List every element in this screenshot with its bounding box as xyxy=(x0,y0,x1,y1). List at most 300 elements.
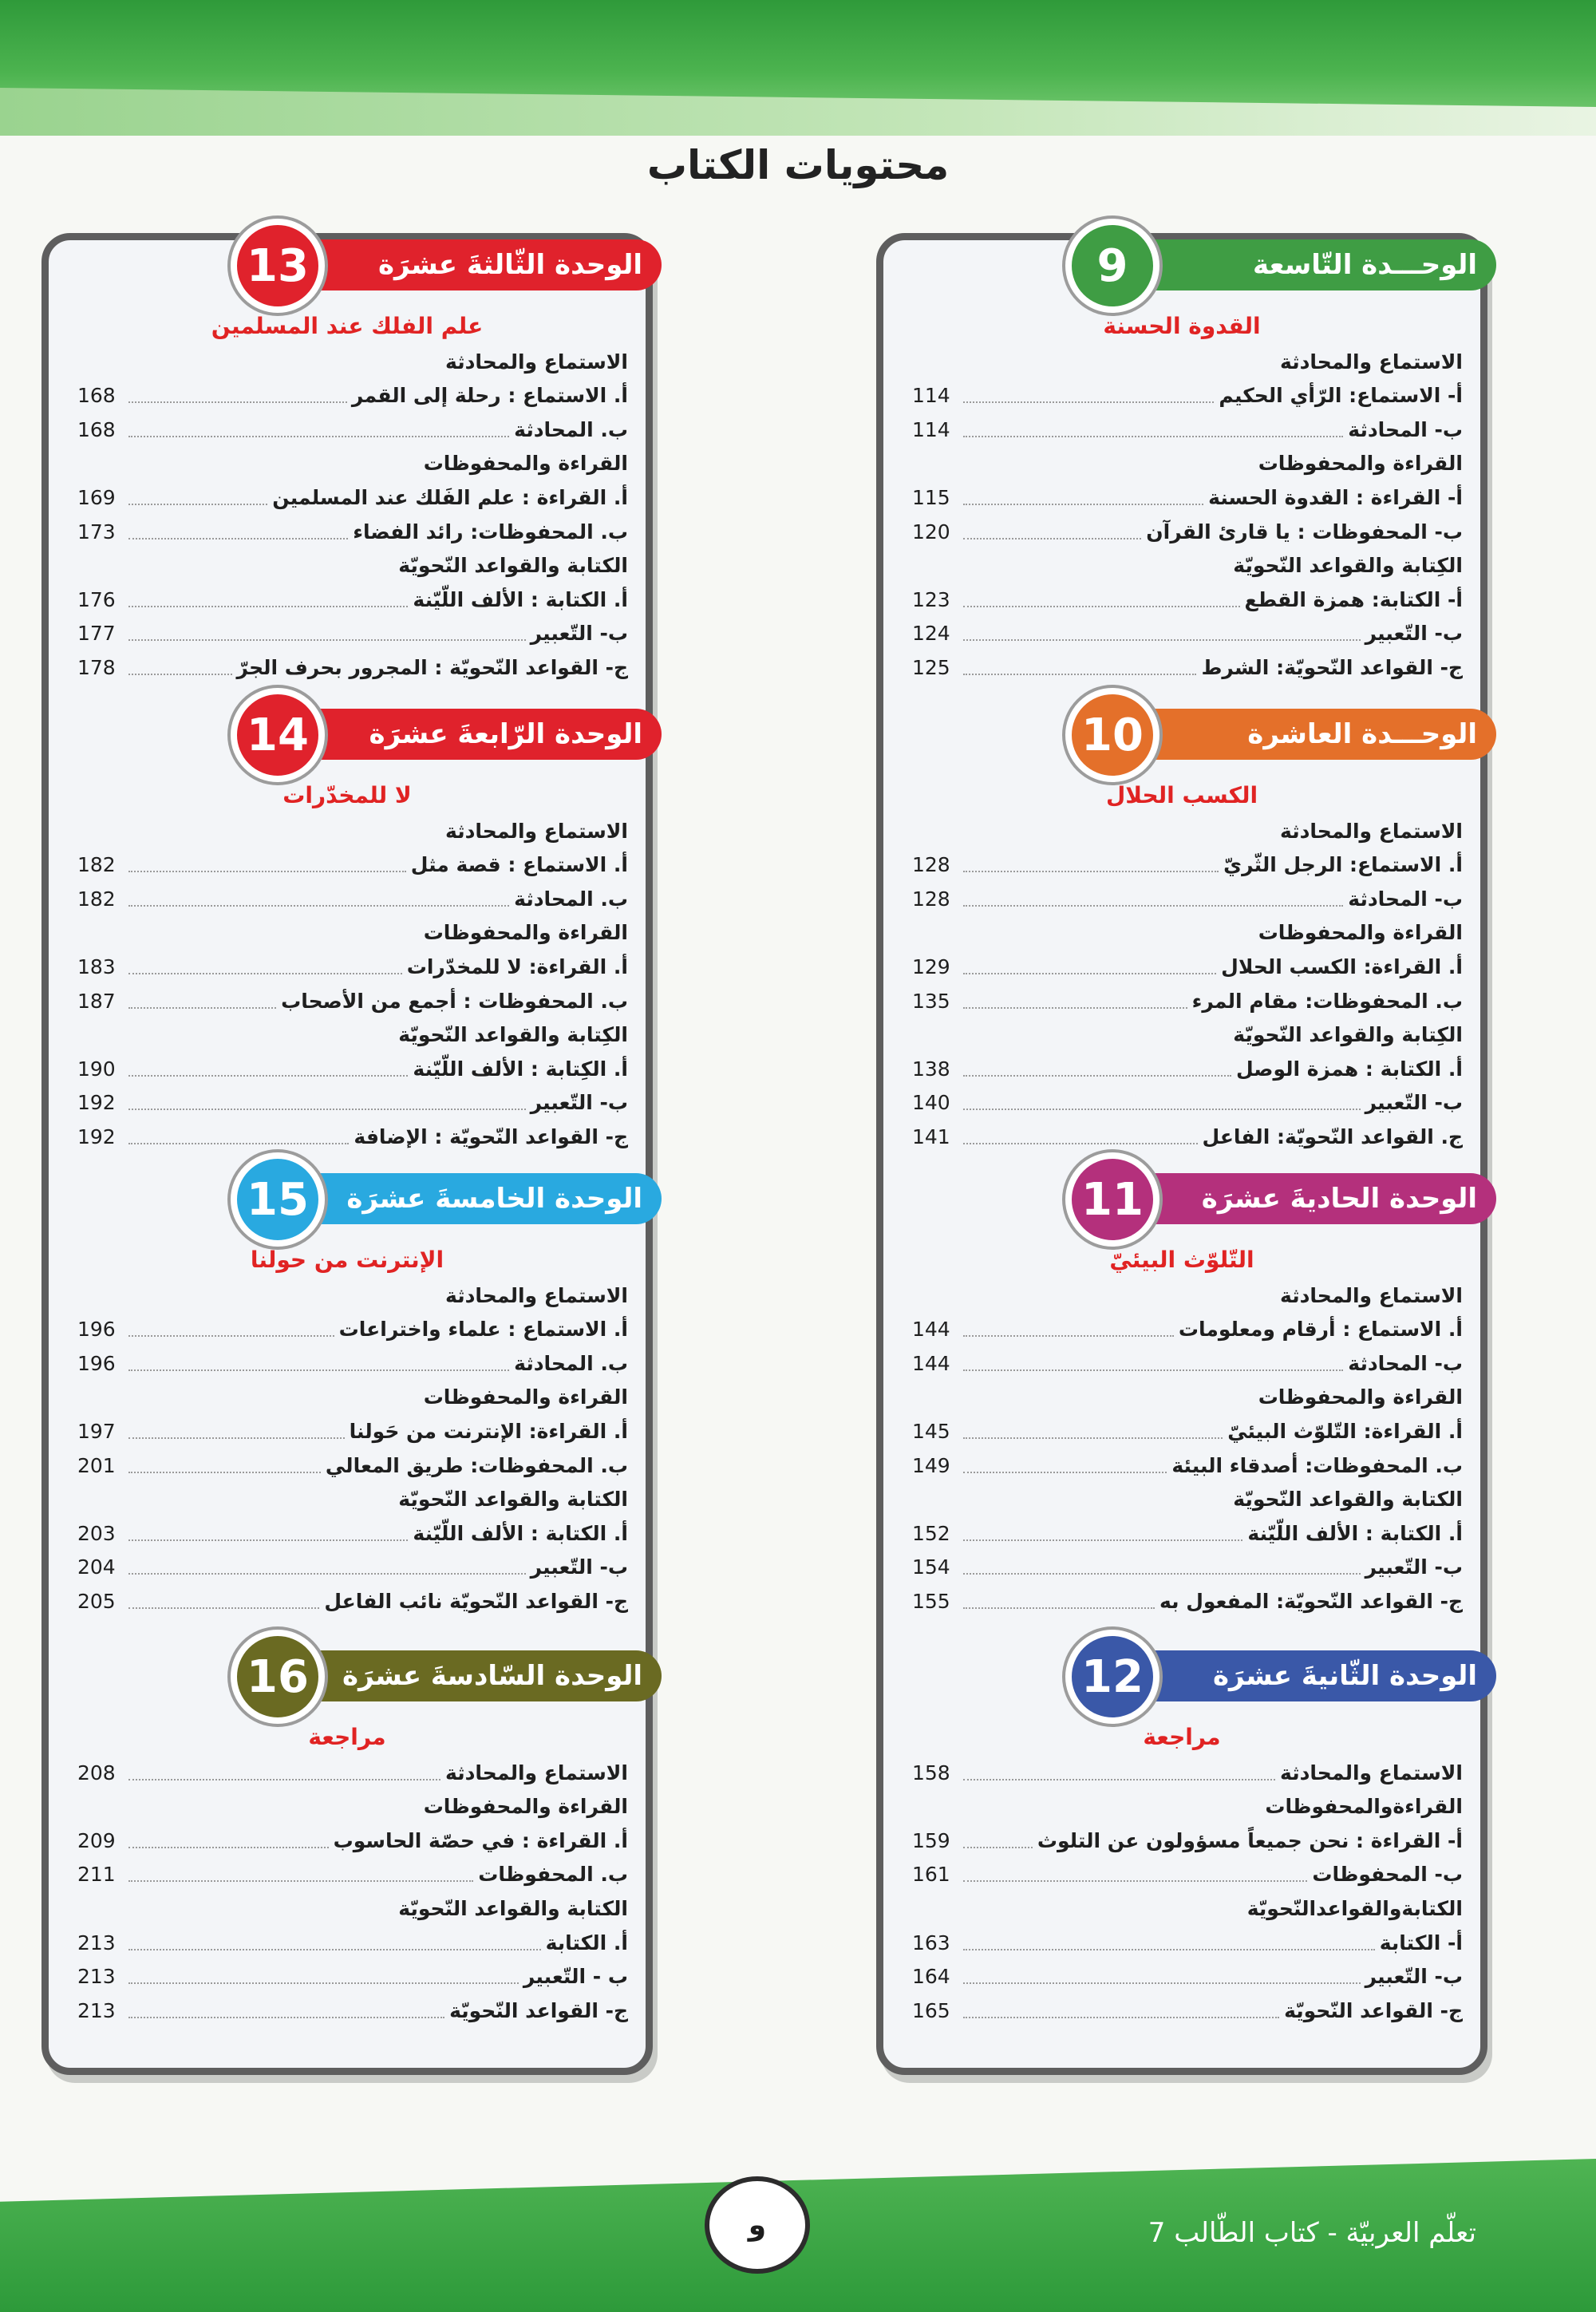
toc-section-heading xyxy=(912,1015,1463,1049)
toc-entry-label: أ- الاستماع: الرّأي الحكيم xyxy=(1219,384,1463,408)
toc-entry-label: أ. القراءة : علم الفَلك عند المسلمين xyxy=(272,485,628,509)
toc-section-heading xyxy=(77,1888,628,1923)
toc-page-number: 158 xyxy=(912,1761,950,1784)
unit-subtitle: القدوة الحسنة xyxy=(1103,313,1261,339)
dot-leader xyxy=(963,1074,1231,1077)
toc-page-number: 196 xyxy=(77,1351,116,1375)
dot-leader xyxy=(128,537,348,539)
toc-entry xyxy=(912,1820,1463,1855)
toc-entry-label: الكتابةوالقواعدالنّحويّة xyxy=(1246,1896,1463,1920)
toc-entry-label: أ. الكتابة : الألف اللّيّنة xyxy=(1247,1521,1463,1545)
toc-page-number: 128 xyxy=(912,853,950,877)
toc-section-heading xyxy=(77,1480,628,1514)
toc-entry xyxy=(912,1343,1463,1377)
toc-entry-label: ب. المحفوظات: طريق المعالي xyxy=(325,1453,628,1477)
toc-entry-label: الاستماع والمحادثة xyxy=(445,1761,628,1784)
toc-entry xyxy=(912,1116,1463,1151)
toc-entry-label: ج- القواعد النّحويّة xyxy=(449,1998,628,2022)
toc-section-heading xyxy=(912,546,1463,580)
unit-number-badge: 10 xyxy=(1065,688,1159,782)
toc-entry-label: ب- التّعبير xyxy=(530,1555,628,1579)
toc-entry xyxy=(77,1923,628,1957)
toc-entry-label: أ. القراءة : في حصّة الحاسوب xyxy=(333,1828,628,1852)
toc-page-number: 213 xyxy=(77,1931,116,1954)
toc-section-heading xyxy=(912,811,1463,845)
toc-page-number: 213 xyxy=(77,1965,116,1989)
toc-entry-label: أ. الاستماع : قصة مثل xyxy=(410,853,628,877)
toc-entry xyxy=(912,1411,1463,1445)
toc-entry-label: الاستماع والمحادثة xyxy=(1280,350,1463,373)
dot-leader xyxy=(963,1879,1307,1882)
toc-page-number: 192 xyxy=(77,1124,116,1148)
toc-entry xyxy=(77,1957,628,1991)
toc-entry-label: القراءة والمحفوظات xyxy=(1258,452,1463,476)
dot-leader xyxy=(128,673,232,675)
unit-number-badge: 14 xyxy=(231,688,325,782)
dot-leader xyxy=(963,537,1141,539)
toc-page-number: 115 xyxy=(912,485,950,509)
unit-number-badge: 13 xyxy=(231,219,325,313)
toc-page-number: 168 xyxy=(77,384,116,408)
toc-entry-label: الكتابة والقواعد النّحويّة xyxy=(398,1896,628,1920)
toc-page-number: 163 xyxy=(912,1931,950,1954)
toc-page-number: 120 xyxy=(912,520,950,543)
toc-page-number: 176 xyxy=(77,587,116,611)
toc-entry xyxy=(77,1411,628,1445)
dot-leader xyxy=(963,1948,1375,1950)
unit-number-badge: 15 xyxy=(231,1152,325,1247)
toc-entry-label: ب. المحفوظات: مقام المرء xyxy=(1191,989,1463,1013)
toc-entry xyxy=(912,1310,1463,1344)
toc-entry xyxy=(77,845,628,879)
unit-rows xyxy=(912,811,1463,1151)
toc-entry-label: ب- المحفوظات : يا قارئ القرآن xyxy=(1146,520,1463,543)
unit-title: الوحـــدة التّاسعة xyxy=(1253,249,1477,281)
toc-page-number: 168 xyxy=(77,417,116,441)
toc-entry-label: ج. القواعد النّحويّة: الفاعل xyxy=(1202,1124,1463,1148)
toc-entry-label: ب. المحادثة xyxy=(514,887,628,911)
toc-entry-label: الاستماع والمحادثة xyxy=(445,350,628,373)
unit-header xyxy=(1113,709,1496,760)
toc-section-heading xyxy=(77,811,628,845)
toc-entry xyxy=(912,1923,1463,1957)
dot-leader xyxy=(128,401,347,403)
toc-entry-label: أ- القراءة : نحن جميعاً مسؤولون عن التلوث xyxy=(1037,1828,1463,1852)
toc-section-heading xyxy=(912,342,1463,376)
unit-9 xyxy=(883,239,1480,686)
unit-title: الوحدة الرّابعةَ عشرَة xyxy=(369,718,642,750)
toc-entry xyxy=(77,1855,628,1889)
toc-entry xyxy=(77,1049,628,1083)
dot-leader xyxy=(128,1142,349,1144)
unit-13 xyxy=(49,239,646,686)
toc-entry xyxy=(77,1990,628,2025)
toc-entry-label: أ. القراءة: الكسب الحلال xyxy=(1221,954,1463,978)
toc-entry-label: ب. المحفوظات xyxy=(478,1863,628,1887)
unit-number-badge: 16 xyxy=(231,1630,325,1724)
dot-leader xyxy=(963,1369,1343,1371)
unit-header xyxy=(279,709,662,760)
toc-entry xyxy=(912,579,1463,614)
unit-number-badge: 11 xyxy=(1065,1152,1159,1247)
dot-leader xyxy=(963,2016,1279,2018)
toc-entry-label: أ. الكتابة : الألف اللّيّنة xyxy=(413,1521,628,1545)
unit-subtitle: التّلوّث البيئيّ xyxy=(1109,1247,1254,1273)
dot-leader xyxy=(128,1334,334,1337)
dot-leader xyxy=(128,1108,526,1110)
toc-entry xyxy=(77,477,628,512)
toc-page-number: 165 xyxy=(912,1998,950,2022)
toc-section-heading xyxy=(77,444,628,478)
footer-book-title: تعلّم العربيّة - كتاب الطّالب 7 xyxy=(1148,2217,1476,2249)
toc-entry xyxy=(77,579,628,614)
dot-leader xyxy=(963,1471,1167,1473)
toc-entry xyxy=(77,647,628,682)
toc-page-number: 211 xyxy=(77,1863,116,1887)
toc-section-heading xyxy=(912,913,1463,947)
page-number: و xyxy=(705,2176,810,2274)
toc-page-number: 187 xyxy=(77,989,116,1013)
toc-page-number: 141 xyxy=(912,1124,950,1148)
toc-page-number: 149 xyxy=(912,1453,950,1477)
toc-entry-label: القراءة والمحفوظات xyxy=(423,921,628,945)
unit-subtitle: علم الفلك عند المسلمين xyxy=(211,313,484,339)
unit-title: الوحدة السّادسةَ عشرَة xyxy=(342,1660,642,1692)
unit-rows xyxy=(912,342,1463,682)
unit-rows xyxy=(77,1753,628,2025)
toc-entry-label: القراءة والمحفوظات xyxy=(423,452,628,476)
toc-entry xyxy=(912,1547,1463,1582)
toc-section-heading xyxy=(77,546,628,580)
toc-entry xyxy=(912,1049,1463,1083)
dot-leader xyxy=(128,870,406,872)
toc-entry xyxy=(77,1753,628,1787)
toc-page-number: 140 xyxy=(912,1091,950,1115)
toc-entry xyxy=(912,477,1463,512)
toc-page-number: 192 xyxy=(77,1091,116,1115)
unit-15 xyxy=(49,1173,646,1620)
toc-entry-label: أ- القراءة : القدوة الحسنة xyxy=(1208,485,1463,509)
dot-leader xyxy=(963,1142,1198,1144)
dot-leader xyxy=(128,1879,473,1882)
unit-title: الوحدة الثّانيةَ عشرَة xyxy=(1212,1660,1477,1692)
unit-rows xyxy=(77,1275,628,1615)
toc-entry-label: أ. القراءة: التّلوّث البيئيّ xyxy=(1227,1419,1463,1443)
toc-page-number: 205 xyxy=(77,1589,116,1613)
dot-leader xyxy=(128,638,526,641)
toc-entry-label: ج- القواعد النّحويّة: المفعول به xyxy=(1159,1589,1463,1613)
unit-header xyxy=(279,239,662,290)
toc-entry-label: ج- القواعد النّحويّة : المجرور بحرف الجرّ xyxy=(236,655,628,679)
unit-header xyxy=(279,1173,662,1224)
dot-leader xyxy=(128,1006,276,1009)
toc-page-number: 145 xyxy=(912,1419,950,1443)
unit-subtitle: الكسب الحلال xyxy=(1105,782,1258,808)
toc-entry-label: أ- الكتابة xyxy=(1379,1931,1463,1954)
toc-entry xyxy=(77,981,628,1015)
toc-entry xyxy=(912,1855,1463,1889)
toc-entry xyxy=(77,1581,628,1615)
toc-entry-label: ب. المحادثة xyxy=(514,1351,628,1375)
toc-page-number: 169 xyxy=(77,485,116,509)
dot-leader xyxy=(963,401,1214,403)
toc-page-number: 182 xyxy=(77,887,116,911)
toc-page-number: 129 xyxy=(912,954,950,978)
toc-entry xyxy=(912,947,1463,981)
dot-leader xyxy=(128,1369,509,1371)
toc-entry-label: الكِتابة والقواعد النّحويّة xyxy=(398,1023,628,1047)
toc-section-heading xyxy=(912,1787,1463,1821)
dot-leader xyxy=(963,904,1343,907)
toc-page-number: 197 xyxy=(77,1419,116,1443)
dot-leader xyxy=(963,1006,1187,1009)
unit-number-badge: 9 xyxy=(1065,219,1159,313)
dot-leader xyxy=(963,972,1216,974)
dot-leader xyxy=(963,503,1203,505)
dot-leader xyxy=(963,435,1343,437)
toc-entry-label: ج- القواعد النّحويّة نائب الفاعل xyxy=(324,1589,628,1613)
dot-leader xyxy=(128,1437,345,1439)
toc-page-number: 177 xyxy=(77,622,116,646)
toc-entry xyxy=(912,647,1463,682)
dot-leader xyxy=(963,870,1219,872)
toc-entry xyxy=(77,409,628,444)
dot-leader xyxy=(128,1982,519,1984)
toc-entry-label: القراءة والمحفوظات xyxy=(423,1795,628,1819)
toc-entry xyxy=(77,1343,628,1377)
toc-entry-label: القراءةوالمحفوظات xyxy=(1265,1795,1463,1819)
toc-entry-label: الكتابة والقواعد النّحويّة xyxy=(1233,1488,1463,1512)
unit-10 xyxy=(883,709,1480,1156)
toc-page-number: 213 xyxy=(77,1998,116,2022)
toc-entry-label: الكِتابة والقواعد النّحويّة xyxy=(1233,554,1463,578)
unit-title: الوحدة الحاديةَ عشرَة xyxy=(1201,1183,1477,1215)
toc-entry-label: ب- المحادثة xyxy=(1348,1351,1463,1375)
dot-leader xyxy=(128,1607,319,1609)
toc-entry xyxy=(77,947,628,981)
toc-entry-label: أ- الكتابة: همزة القطع xyxy=(1244,587,1463,611)
unit-number-badge: 12 xyxy=(1065,1630,1159,1724)
toc-page-number: 135 xyxy=(912,989,950,1013)
toc-entry xyxy=(912,1581,1463,1615)
toc-entry xyxy=(77,1513,628,1547)
toc-entry xyxy=(77,376,628,410)
toc-page-number: 173 xyxy=(77,520,116,543)
toc-page-number: 114 xyxy=(912,384,950,408)
toc-entry xyxy=(912,376,1463,410)
toc-section-heading xyxy=(912,1480,1463,1514)
toc-page-number: 152 xyxy=(912,1521,950,1545)
toc-entry xyxy=(912,409,1463,444)
dot-leader xyxy=(128,1074,408,1077)
toc-entry-label: أ. الكتابة : همزة الوصل xyxy=(1235,1057,1463,1081)
toc-entry-label: أ. الاستماع : أرقام ومعلومات xyxy=(1178,1318,1463,1342)
toc-entry-label: ب- التّعبير xyxy=(1365,1965,1463,1989)
dot-leader xyxy=(963,1846,1033,1848)
toc-entry-label: ب- التّعبير xyxy=(530,622,628,646)
unit-header xyxy=(279,1650,662,1701)
toc-entry-label: الكتابة والقواعد النّحويّة xyxy=(398,1488,628,1512)
toc-entry xyxy=(77,1547,628,1582)
dot-leader xyxy=(128,1948,541,1950)
toc-section-heading xyxy=(912,1275,1463,1310)
toc-entry-label: ج- القواعد النّحويّة xyxy=(1284,1998,1463,2022)
toc-page-number: 208 xyxy=(77,1761,116,1784)
dot-leader xyxy=(963,638,1361,641)
toc-section-heading xyxy=(77,1275,628,1310)
toc-entry xyxy=(77,1310,628,1344)
unit-subtitle: مراجعة xyxy=(1143,1724,1221,1750)
toc-entry-label: أ. القراءة: لا للمخدّرات xyxy=(406,954,628,978)
toc-entry-label: أ. الكتابة : الألف اللّيّنة xyxy=(413,587,628,611)
toc-page-number: 125 xyxy=(912,655,950,679)
toc-entry xyxy=(912,614,1463,648)
unit-title: الوحـــدة العاشرة xyxy=(1247,718,1477,750)
toc-entry-label: ب. المحفوظات : أجمع من الأصحاب xyxy=(281,989,628,1013)
toc-entry-label: ب. المحفوظات: أصدقاء البيئة xyxy=(1171,1453,1463,1477)
toc-page-number: 178 xyxy=(77,655,116,679)
toc-page-number: 155 xyxy=(912,1589,950,1613)
dot-leader xyxy=(128,1539,408,1541)
dot-leader xyxy=(128,1846,329,1848)
toc-page-number: 203 xyxy=(77,1521,116,1545)
toc-page-number: 183 xyxy=(77,954,116,978)
toc-section-heading xyxy=(77,1015,628,1049)
toc-entry xyxy=(77,1116,628,1151)
toc-entry-label: أ. الكِتابة : الألف اللّيّنة xyxy=(413,1057,628,1081)
toc-entry-label: ج- القواعد النّحويّة: الشرط xyxy=(1201,655,1463,679)
toc-entry-label: الاستماع والمحادثة xyxy=(445,819,628,843)
toc-entry-label: الاستماع والمحادثة xyxy=(1280,1761,1463,1784)
toc-entry-label: الكتابة والقواعد النّحويّة xyxy=(398,554,628,578)
dot-leader xyxy=(963,1437,1223,1439)
toc-entry-label: أ. الاستماع: الرجل الثّريّ xyxy=(1223,853,1463,877)
toc-entry-label: ب- المحفوظات xyxy=(1312,1863,1463,1887)
toc-page-number: 161 xyxy=(912,1863,950,1887)
dot-leader xyxy=(128,1778,440,1780)
toc-entry-label: ب. المحفوظات: رائد الفضاء xyxy=(353,520,628,543)
toc-entry-label: ب- التّعبير xyxy=(1365,1555,1463,1579)
toc-page-number: 209 xyxy=(77,1828,116,1852)
toc-entry-label: الكِتابة والقواعد النّحويّة xyxy=(1233,1023,1463,1047)
toc-entry-label: الاستماع والمحادثة xyxy=(445,1283,628,1307)
toc-entry xyxy=(77,1083,628,1117)
toc-page-number: 204 xyxy=(77,1555,116,1579)
unit-rows xyxy=(77,811,628,1151)
dot-leader xyxy=(128,503,267,505)
toc-section-heading xyxy=(912,444,1463,478)
toc-entry-label: أ. الاستماع : رحلة إلى القمر xyxy=(351,384,628,408)
toc-entry-label: ب. المحادثة xyxy=(514,417,628,441)
toc-page-number: 124 xyxy=(912,622,950,646)
toc-entry-label: ب- التّعبير xyxy=(1365,622,1463,646)
unit-subtitle: الإنترنت من حولنا xyxy=(250,1247,444,1273)
unit-rows xyxy=(77,342,628,682)
unit-14 xyxy=(49,709,646,1156)
toc-entry xyxy=(77,614,628,648)
dot-leader xyxy=(128,2016,444,2018)
unit-rows xyxy=(912,1275,1463,1615)
unit-subtitle: لا للمخدّرات xyxy=(282,782,412,808)
toc-entry xyxy=(77,512,628,546)
toc-page-number: 144 xyxy=(912,1351,950,1375)
toc-entry xyxy=(912,1083,1463,1117)
toc-entry xyxy=(77,1445,628,1480)
toc-entry-label: ب - التّعبير xyxy=(523,1965,628,1989)
dot-leader xyxy=(128,972,402,974)
unit-header xyxy=(1113,239,1496,290)
toc-page-number: 201 xyxy=(77,1453,116,1477)
toc-entry-label: أ. القراءة: الإنترنت من حَولنا xyxy=(349,1419,628,1443)
toc-entry xyxy=(912,879,1463,913)
toc-entry-label: الاستماع والمحادثة xyxy=(1280,1283,1463,1307)
toc-entry-label: ج- القواعد النّحويّة : الإضافة xyxy=(354,1124,628,1148)
dot-leader xyxy=(128,1471,321,1473)
dot-leader xyxy=(963,1108,1361,1110)
toc-page-number: 164 xyxy=(912,1965,950,1989)
toc-page-number: 144 xyxy=(912,1318,950,1342)
toc-entry xyxy=(912,512,1463,546)
toc-page-number: 128 xyxy=(912,887,950,911)
toc-entry-label: ب- المحادثة xyxy=(1348,887,1463,911)
unit-subtitle: مراجعة xyxy=(308,1724,386,1750)
toc-entry xyxy=(912,845,1463,879)
dot-leader xyxy=(963,1778,1275,1780)
toc-section-heading xyxy=(77,342,628,376)
page-title: محتويات الكتاب xyxy=(646,142,950,188)
toc-entry-label: القراءة والمحفوظات xyxy=(1258,1385,1463,1409)
toc-section-heading xyxy=(77,1787,628,1821)
toc-entry-label: ب- المحادثة xyxy=(1348,417,1463,441)
toc-section-heading xyxy=(912,1377,1463,1412)
toc-page-number: 190 xyxy=(77,1057,116,1081)
dot-leader xyxy=(963,1572,1361,1575)
unit-12 xyxy=(883,1650,1480,2097)
toc-entry xyxy=(912,1957,1463,1991)
toc-entry xyxy=(912,981,1463,1015)
toc-page-number: 154 xyxy=(912,1555,950,1579)
dot-leader xyxy=(963,673,1196,675)
toc-entry xyxy=(912,1753,1463,1787)
toc-entry-label: ب- التّعبير xyxy=(1365,1091,1463,1115)
unit-title: الوحدة الخامسةَ عشرَة xyxy=(346,1183,642,1215)
unit-16 xyxy=(49,1650,646,2097)
toc-page-number: 182 xyxy=(77,853,116,877)
toc-entry xyxy=(912,1990,1463,2025)
toc-entry xyxy=(912,1513,1463,1547)
toc-entry-label: أ. الكتابة xyxy=(545,1931,628,1954)
unit-header xyxy=(1113,1173,1496,1224)
unit-rows xyxy=(912,1753,1463,2025)
toc-entry-label: ب- التّعبير xyxy=(530,1091,628,1115)
toc-entry xyxy=(77,879,628,913)
dot-leader xyxy=(128,1572,526,1575)
dot-leader xyxy=(963,1539,1242,1541)
toc-section-heading xyxy=(912,1888,1463,1923)
dot-leader xyxy=(963,1334,1174,1337)
toc-entry-label: القراءة والمحفوظات xyxy=(423,1385,628,1409)
dot-leader xyxy=(963,1607,1155,1609)
toc-page-number: 114 xyxy=(912,417,950,441)
toc-page-number: 196 xyxy=(77,1318,116,1342)
dot-leader xyxy=(963,605,1240,607)
toc-entry-label: القراءة والمحفوظات xyxy=(1258,921,1463,945)
dot-leader xyxy=(128,605,408,607)
toc-entry xyxy=(77,1820,628,1855)
toc-entry xyxy=(912,1445,1463,1480)
toc-entry-label: أ. الاستماع : علماء واختراعات xyxy=(338,1318,628,1342)
dot-leader xyxy=(128,904,509,907)
